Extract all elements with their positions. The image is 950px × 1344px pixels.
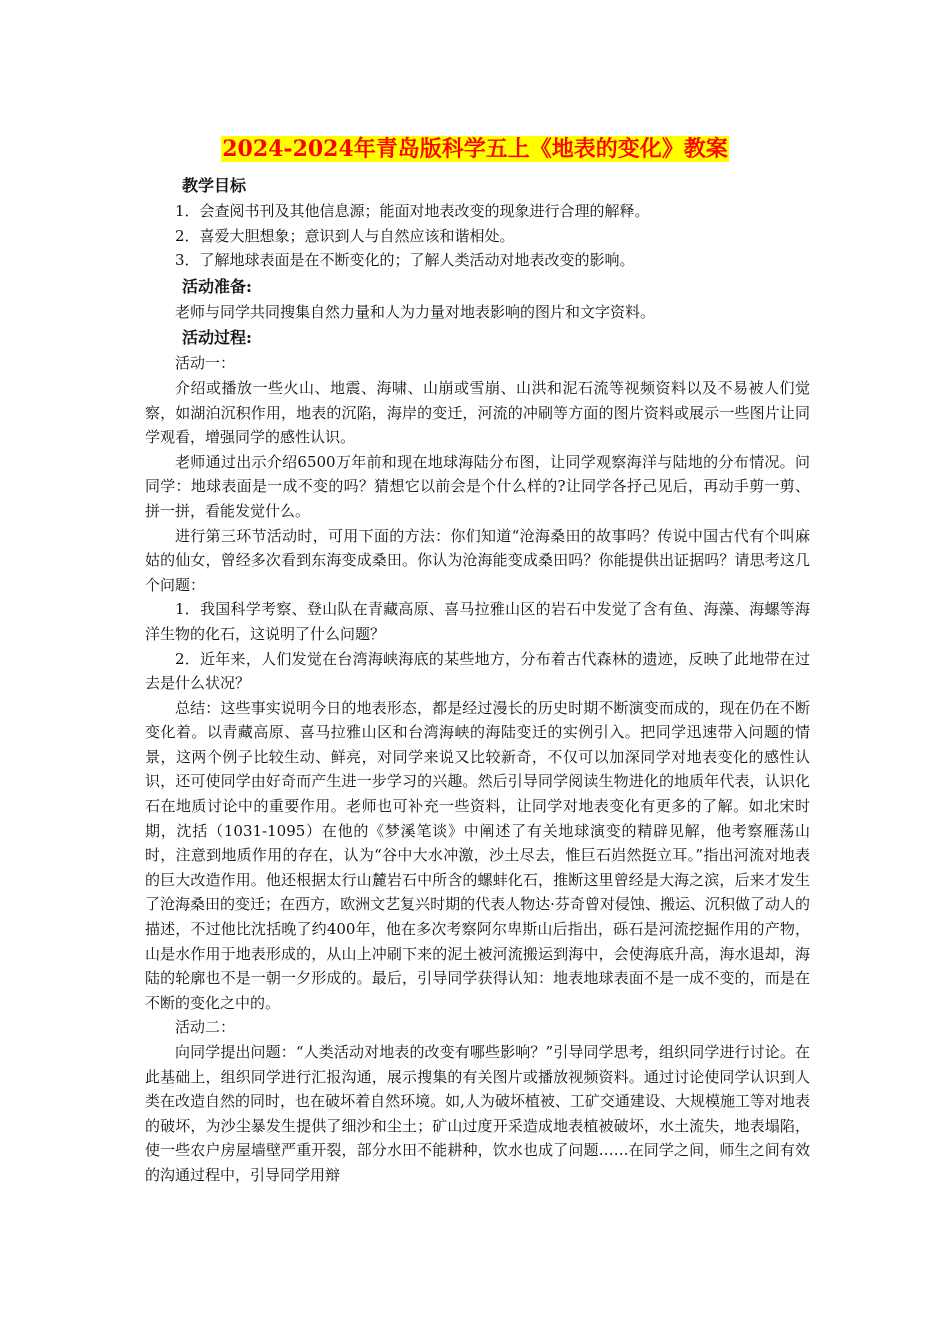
document-title: 2024-2024年青岛版科学五上《地表的变化》教案 — [222, 136, 728, 162]
goals-heading: 教学目标 — [182, 176, 247, 195]
goal-item: 1．会查阅书刊及其他信息源；能面对地表改变的现象进行合理的解释。 — [175, 202, 650, 220]
document-title-row — [0, 134, 950, 164]
activity1-paragraph: 老师通过出示介绍6500万年前和现在地球海陆分布图，让同学观察海洋与陆地的分布情况。问同学：地球表面是一成不变的吗？猜想它以前会是个什么样的?让同学各抒己见后，再动手剪一剪、拼一拼，看能发觉什么。 — [145, 452, 810, 520]
activity1-paragraph: 总结：这些事实说明今日的地表形态，都是经过漫长的历史时期不断演变而成的，现在仍在不断变化着。以青藏高原、喜马拉雅山区和台湾海峡的海陆变迁的实例引入。把同学迅速带入问题的情景，这两个例子比较生动、鲜亮，对同学来说又比较新奇，不仅可以加深同学对地表变化的感性认识，还可使同学由好奇而产生进一步学习的兴趣。然后引导同学阅读生物进化的地质年代表，认识化石在地质讨论中的重要作用。老师也可补充一些资料，让同学对地表变化有更多的了解。如北宋时期，沈括（1031-1095）在他的《梦溪笔谈》中阐述了有关地球演变的精辟见解，他考察雁荡山时，注意到地质作用的存在，认为“谷中大水冲激，沙土尽去，惟巨石岿然挺立耳。”指出河流对地表的巨大改造作用。他还根据太行山麓岩石中所含的螺蚌化石，推断这里曾经是大海之滨，后来才发生了沧海桑田的变迁；在西方，欧洲文艺复兴时期的代表人物达·芬奇曾对侵蚀、搬运、沉积做了动人的描述，不过他比沈括晚了约400年，他在多次考察阿尔卑斯山后指出，砾石是河流挖掘作用的产物，山是水作用于地表形成的，从山上冲刷下来的泥土被河流搬运到海中，会使海底升高，海水退却，海陆的轮廓也不是一朝一夕形成的。最后，引导同学获得认知：地表地球表面不是一成不变的，而是在不断的变化之中的。 — [145, 698, 810, 1012]
activity2-paragraph: 向同学提出问题：“人类活动对地表的改变有哪些影响？”引导同学思考，组织同学进行讨论。在此基础上，组织同学进行汇报沟通，展示搜集的有关图片或播放视频资料。通过讨论使同学认识到人类在改造自然的同时，也在破坏着自然环境。如,人为破坏植被、工矿交通建设、大规模施工等对地表的破坏，为沙尘暴发生提供了细沙和尘土；矿山过度开采造成地表植被破坏，水土流失，地表塌陷，使一些农户房屋墙壁严重开裂，部分水田不能耕种，饮水也成了问题……在同学之间，师生之间有效的沟通过程中，引导同学用辩 — [145, 1043, 810, 1184]
activity1-paragraph: 进行第三环节活动时，可用下面的方法：你们知道“沧海桑田的故事吗？传说中国古代有个叫麻姑的仙女，曾经多次看到东海变成桑田。你认为沧海能变成桑田吗？你能提供出证据吗？请思考这几个问题： — [145, 526, 810, 594]
process-heading: 活动过程: — [182, 328, 252, 348]
activity1-label: 活动一： — [175, 354, 236, 373]
activity1-paragraph: 2．近年来，人们发觉在台湾海峡海底的某些地方，分布着古代森林的遗迹，反映了此地带在过去是什么状况？ — [145, 649, 810, 693]
activity1-paragraph: 1．我国科学考察、登山队在青藏高原、喜马拉雅山区的岩石中发觉了含有鱼、海藻、海螺等海洋生物的化石，这说明了什么问题？ — [145, 600, 810, 643]
activity2-label: 活动二： — [175, 1018, 236, 1037]
document-body — [145, 172, 810, 1188]
prep-heading: 活动准备: — [182, 276, 252, 296]
goal-item: 2．喜爱大胆想象；意识到人与自然应该和谐相处。 — [175, 226, 515, 245]
prep-text: 老师与同学共同搜集自然力量和人为力量对地表影响的图片和文字资料。 — [175, 302, 656, 321]
goal-item: 3．了解地球表面是在不断变化的；了解人类活动对地表改变的影响。 — [175, 251, 635, 270]
activity1-paragraph: 介绍或播放一些火山、地震、海啸、山崩或雪崩、山洪和泥石流等视频资料以及不易被人们觉察，如湖泊沉积作用，地表的沉陷，海岸的变迁，河流的冲刷等方面的图片资料或展示一些图片让同学观看，增强同学的感性认识。 — [145, 378, 810, 447]
